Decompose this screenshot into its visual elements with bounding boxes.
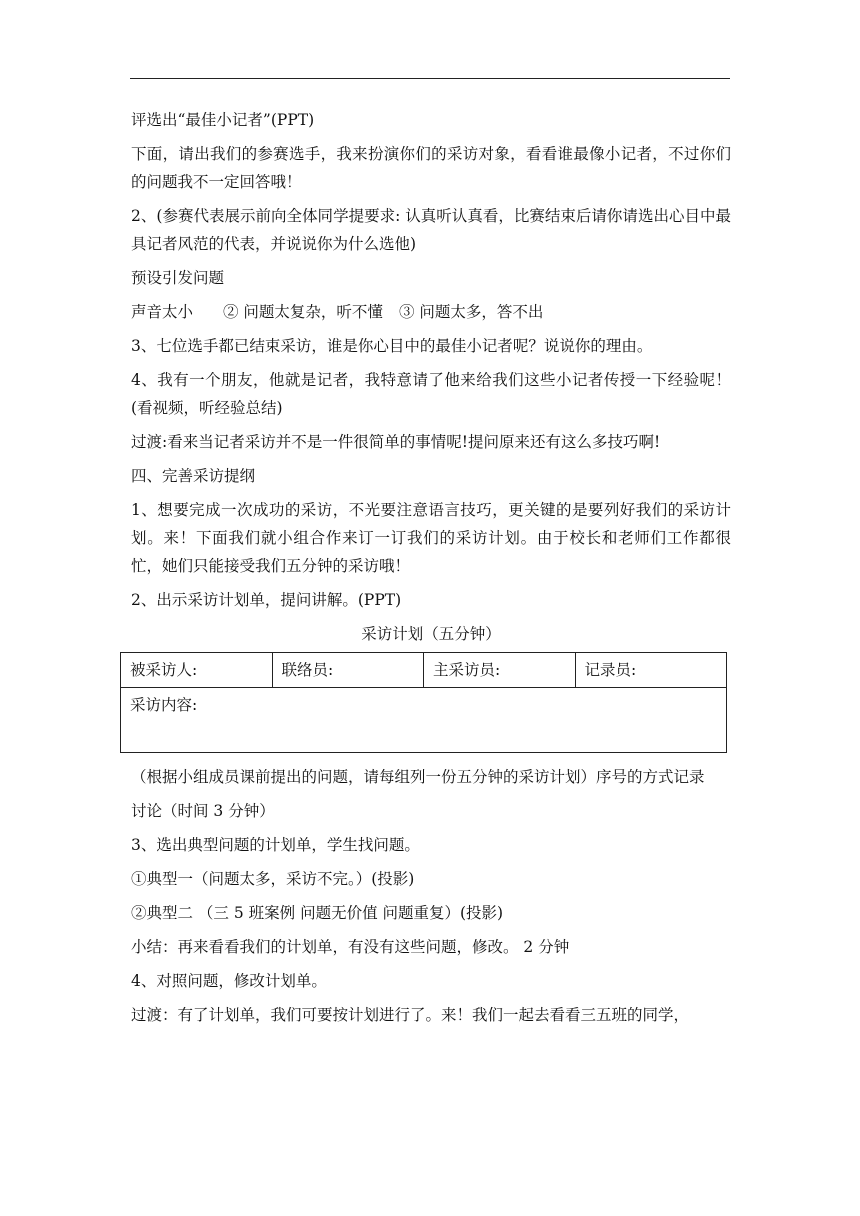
after-table-section (131, 763, 731, 1029)
problem-option: ③ 问题太多，答不出 (399, 303, 544, 321)
paragraph: 2、(参赛代表展示前向全体同学提要求: 认真听认真看，比赛结束后请你请选出心目中最具记者风范的代表，并说说你为什么选他) (131, 207, 731, 253)
table-row (121, 688, 727, 753)
paragraph: （根据小组成员课前提出的问题，请每组列一份五分钟的采访计划）序号的方式记录 (131, 768, 705, 786)
document-body (131, 106, 731, 1035)
interview-plan-table (120, 652, 727, 753)
paragraph: ①典型一（问题太多，采访不完。）(投影) (131, 870, 415, 888)
table-cell-liaison: 联络员: (272, 653, 424, 688)
table-cell-interviewee: 被采访人: (121, 653, 273, 688)
paragraph: 评选出“最佳小记者”(PPT) (131, 111, 315, 129)
paragraph: ②典型二 （三 5 班案例 问题无价值 问题重复）(投影) (131, 904, 504, 922)
paragraph: 3、七位选手都已结束采访，谁是你心目中的最佳小记者呢？说说你的理由。 (131, 337, 653, 355)
problem-option: 声音太小 (131, 303, 194, 321)
paragraph: 1、想要完成一次成功的采访，不光要注意语言技巧，更关键的是要列好我们的采访计划。来！下面我们就小组合作来订一订我们的采访计划。由于校长和老师们工作都很忙，她们只能接受我们五分钟的采访哦！ (131, 501, 731, 575)
paragraph: 3、选出典型问题的计划单，学生找问题。 (131, 836, 420, 854)
paragraph: 过渡:看来当记者采访并不是一件很简单的事情呢!提问原来还有这么多技巧啊! (131, 433, 661, 451)
problem-option: ② 问题太复杂，听不懂 (223, 303, 383, 321)
paragraph: 4、对照问题，修改计划单。 (131, 972, 327, 990)
paragraph: 4、我有一个朋友，他就是记者，我特意请了他来给我们这些小记者传授一下经验呢！(看视频，听经验总结) (131, 371, 731, 417)
preset-problems-list (131, 298, 731, 326)
paragraph: 2、出示采访计划单，提问讲解。(PPT) (131, 591, 402, 609)
section-heading: 四、完善采访提纲 (131, 467, 256, 485)
table-row (121, 653, 727, 688)
table-cell-lead-interviewer: 主采访员: (424, 653, 576, 688)
table-title: 采访计划（五分钟） (361, 625, 501, 643)
paragraph: 下面，请出我们的参赛选手，我来扮演你们的采访对象，看看谁最像小记者，不过你们的问题我不一定回答哦！ (131, 145, 731, 191)
table-cell-content: 采访内容: (121, 688, 727, 753)
header-rule (130, 78, 730, 79)
paragraph: 预设引发问题 (131, 269, 225, 287)
paragraph: 过渡：有了计划单，我们可要按计划进行了。来！我们一起去看看三五班的同学， (131, 1006, 690, 1024)
paragraph: 小结：再来看看我们的计划单，有没有这些问题，修改。 2 分钟 (131, 938, 570, 956)
paragraph: 讨论（时间 3 分钟） (131, 802, 275, 820)
table-cell-recorder: 记录员: (575, 653, 727, 688)
